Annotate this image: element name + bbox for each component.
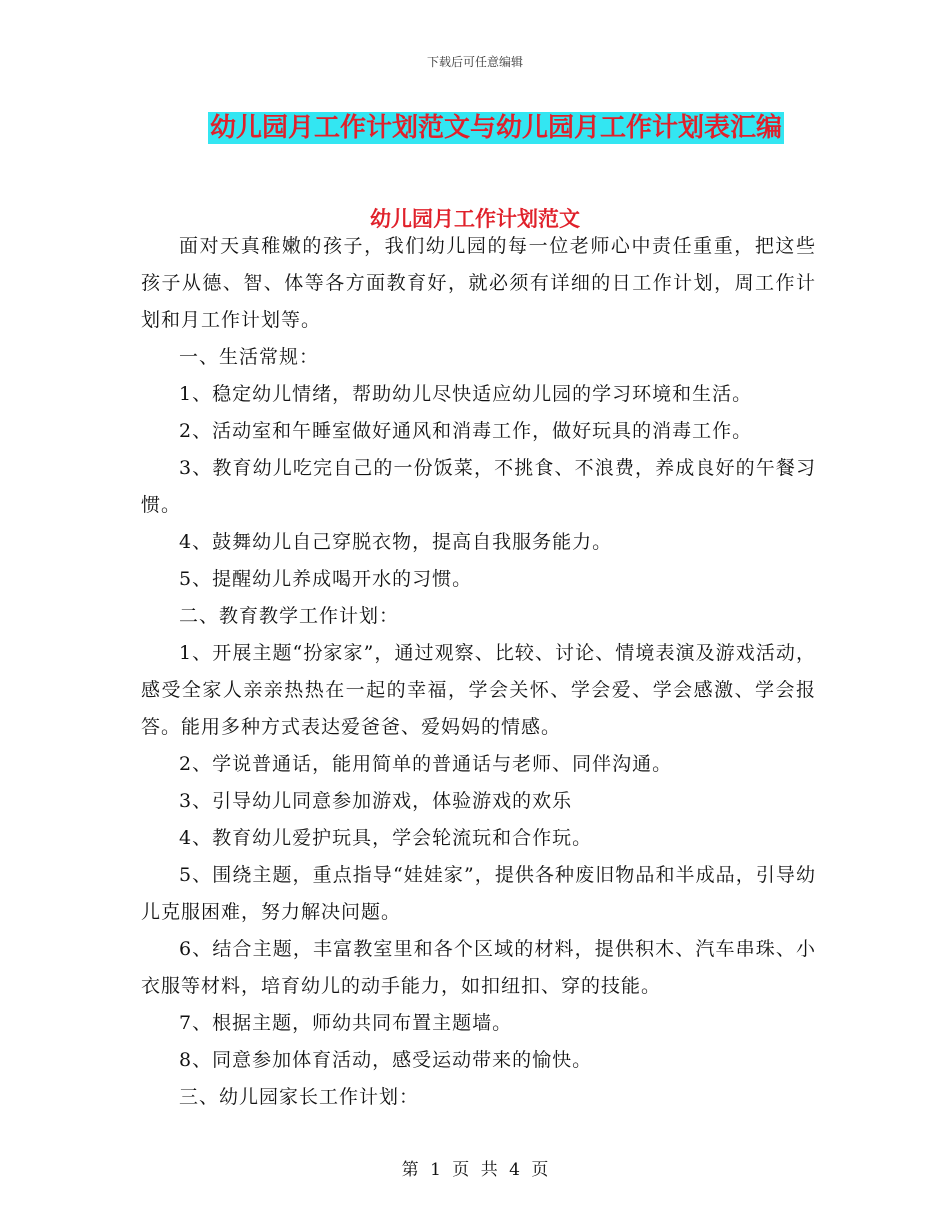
paragraph: 1、稳定幼儿情绪，帮助幼儿尽快适应幼儿园的学习环境和生活。 [179,383,753,405]
section-title: 幼儿园月工作计划范文 [370,206,580,231]
paragraph: 2、学说普通话，能用简单的普通话与老师、同伴沟通。 [179,753,673,775]
paragraph: 8、同意参加体育活动，感受运动带来的愉快。 [179,1049,593,1071]
paragraph: 1、开展主题“扮家家”，通过观察、比较、讨论、情境表演及游戏活动，感受全家人亲亲热热在一起的幸福，学会关怀、学会爱、学会感激、学会报答。能用多种方式表达爱爸爸、爱妈妈的情感。 [141,642,816,738]
page-number-footer: 第 1 页 共 4 页 [401,1160,549,1180]
document-body [141,228,816,1116]
paragraph: 4、教育幼儿爱护玩具，学会轮流玩和合作玩。 [179,827,593,849]
paragraph: 三、幼儿园家长工作计划： [179,1086,420,1108]
paragraph: 二、教育教学工作计划： [179,605,400,627]
paragraph: 3、教育幼儿吃完自己的一份饭菜，不挑食、不浪费，养成良好的午餐习惯。 [141,457,816,516]
paragraph: 面对天真稚嫩的孩子，我们幼儿园的每一位老师心中责任重重，把这些孩子从德、智、体等各方面教育好，就必须有详细的日工作计划，周工作计划和月工作计划等。 [141,235,816,331]
paragraph: 3、引导幼儿同意参加游戏，体验游戏的欢乐 [179,790,573,812]
paragraph: 一、生活常规： [179,346,320,368]
paragraph: 5、提醒幼儿养成喝开水的习惯。 [179,568,473,590]
paragraph: 4、鼓舞幼儿自己穿脱衣物，提高自我服务能力。 [179,531,613,553]
document-title: 幼儿园月工作计划范文与幼儿园月工作计划表汇编 [210,113,783,143]
paragraph: 6、结合主题，丰富教室里和各个区域的材料，提供积木、汽车串珠、小衣服等材料，培育幼儿的动手能力，如扣纽扣、穿的技能。 [141,938,816,997]
header-note: 下载后可任意编辑 [426,55,523,69]
paragraph: 5、围绕主题，重点指导“娃娃家”，提供各种废旧物品和半成品，引导幼儿克服困难，努力解决问题。 [141,864,816,923]
paragraph: 2、活动室和午睡室做好通风和消毒工作，做好玩具的消毒工作。 [179,420,753,442]
paragraph: 7、根据主题，师幼共同布置主题墙。 [179,1012,513,1034]
